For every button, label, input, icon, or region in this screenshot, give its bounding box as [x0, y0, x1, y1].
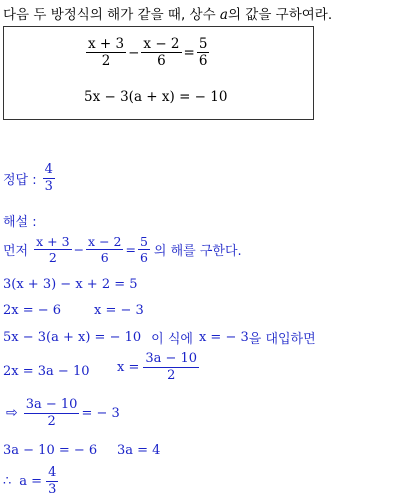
- answer-label: 정답 :: [3, 172, 37, 188]
- first-frac2-numerator: x − 2: [88, 234, 122, 249]
- first-frac3-numerator: 5: [139, 234, 148, 249]
- eq1-minus: −: [128, 44, 140, 61]
- first-prefix: 먼저: [3, 244, 29, 260]
- solution-step-4a: 2x = 3a − 10: [3, 364, 90, 379]
- solution-step-5: [6, 398, 120, 428]
- eq1-frac3-numerator: 5: [198, 36, 208, 52]
- question-text-after: 의 값을 구하여라.: [227, 7, 333, 23]
- first-equation: [34, 235, 150, 264]
- eq1-frac2-numerator: x − 2: [143, 36, 180, 52]
- first-suffix: 의 해를 구한다.: [153, 244, 242, 260]
- solution-step-4b: [117, 352, 199, 382]
- solution-label: 해설 :: [3, 215, 37, 230]
- implies-arrow-icon: ⇨: [6, 405, 18, 422]
- first-frac1-denominator: 2: [48, 250, 57, 266]
- solution-step-2a: 2x = − 6: [3, 303, 62, 318]
- step5-equation: [24, 398, 120, 428]
- step5-fraction: [24, 398, 80, 428]
- step7-denominator: 3: [48, 481, 57, 497]
- step5-denominator: 2: [47, 413, 56, 429]
- first-frac-2: [86, 235, 123, 264]
- answer-fraction: [43, 163, 55, 193]
- equation-2: 5x − 3(a + x) = − 10: [84, 89, 228, 105]
- first-frac-1: [34, 235, 71, 264]
- eq1-frac2-denominator: 6: [157, 53, 166, 70]
- step3-equation: 5x − 3(a + x) = − 10: [3, 330, 142, 345]
- solution-step-6b: 3a = 4: [117, 443, 161, 458]
- question-text: [3, 3, 332, 23]
- question-variable: a: [219, 7, 228, 23]
- therefore-symbol: ∴: [3, 473, 12, 489]
- solution-step-3: [3, 328, 316, 347]
- step7-numerator: 4: [48, 465, 57, 480]
- eq1-frac3-denominator: 6: [198, 53, 208, 70]
- solution-step-2b: x = − 3: [94, 303, 144, 318]
- question-text-before: 다음 두 방정식의 해가 같을 때, 상수: [3, 7, 220, 23]
- first-frac-3: [138, 235, 150, 264]
- step4b-lhs: x =: [117, 359, 140, 375]
- step4b-numerator: 3a − 10: [145, 351, 198, 366]
- solution-step-7: [3, 466, 58, 496]
- step3-text-1: 이 식에: [151, 332, 193, 347]
- solution-step-1: 3(x + 3) − x + 2 = 5: [3, 277, 138, 292]
- step5-rhs: = − 3: [81, 405, 120, 421]
- solution-step-6a: 3a − 10 = − 6: [3, 443, 98, 458]
- answer-denominator: 3: [44, 178, 53, 194]
- first-frac1-numerator: x + 3: [36, 234, 70, 249]
- solution-first-line: [3, 235, 242, 264]
- eq1-frac1-numerator: x + 3: [88, 36, 125, 52]
- step4b-denominator: 2: [167, 367, 176, 383]
- eq1-fraction-3: [197, 37, 210, 68]
- answer-line: [3, 163, 55, 193]
- eq1-fraction-1: [86, 37, 126, 68]
- answer-numerator: 4: [44, 162, 53, 177]
- first-equals: =: [125, 242, 136, 258]
- equation-1: [86, 37, 209, 68]
- problem-box: [3, 26, 314, 120]
- first-minus: −: [73, 242, 85, 258]
- first-frac3-denominator: 6: [139, 250, 148, 266]
- step3-substitution: x = − 3: [198, 330, 249, 345]
- step7-lhs: a =: [19, 473, 43, 489]
- eq1-frac1-denominator: 2: [101, 53, 111, 70]
- eq1-fraction-2: [141, 37, 181, 68]
- step7-fraction: [46, 466, 58, 496]
- step5-numerator: 3a − 10: [25, 397, 78, 412]
- step3-text-2: 을 대입하면: [248, 332, 316, 347]
- first-frac2-denominator: 6: [100, 250, 109, 266]
- step4b-fraction: [143, 352, 199, 382]
- eq1-equals: =: [183, 44, 195, 61]
